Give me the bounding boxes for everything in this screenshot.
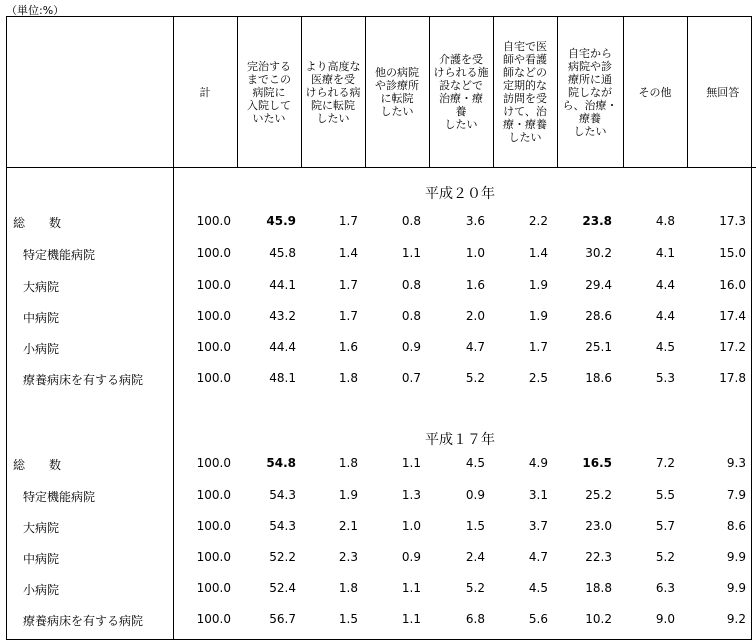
table-cell: 0.8 — [401, 278, 421, 292]
table-cell: 15.0 — [719, 246, 746, 260]
table-cell: 100.0 — [196, 340, 231, 354]
table-row — [7, 276, 752, 296]
section-title: 平成１７年 — [425, 432, 495, 448]
table-cell: 17.2 — [719, 340, 746, 354]
table-row — [7, 486, 752, 506]
table-cell: 29.4 — [585, 278, 612, 292]
table-cell: 10.2 — [585, 612, 612, 626]
table-row — [7, 307, 752, 327]
header-cell-stay-until-cured: 完治する までこの 病院に 入院して いたい — [237, 17, 301, 168]
table-cell: 1.3 — [401, 488, 421, 502]
table-cell: 1.7 — [338, 309, 358, 323]
table-cell: 4.9 — [528, 456, 548, 470]
row-label: 総 数 — [13, 216, 62, 230]
table-cell: 5.5 — [655, 488, 675, 502]
table-cell: 16.5 — [582, 456, 612, 470]
row-label: 中病院 — [23, 552, 60, 566]
table-cell: 9.9 — [726, 581, 746, 595]
table-cell: 2.4 — [465, 550, 485, 564]
table-cell: 4.5 — [528, 581, 548, 595]
row-label: 総 数 — [13, 458, 62, 472]
table-cell: 6.8 — [465, 612, 485, 626]
header-table — [7, 17, 756, 168]
table-cell: 4.8 — [655, 214, 675, 228]
table-cell: 5.7 — [655, 519, 675, 533]
table-cell: 1.1 — [401, 456, 421, 470]
table-cell: 43.2 — [269, 309, 296, 323]
table-cell: 100.0 — [196, 246, 231, 260]
table-cell: 45.8 — [269, 246, 296, 260]
table-cell: 25.1 — [585, 340, 612, 354]
table-cell: 1.5 — [465, 519, 485, 533]
table-cell: 1.9 — [528, 278, 548, 292]
table-cell: 17.8 — [719, 371, 746, 385]
table-cell: 1.7 — [528, 340, 548, 354]
label-column-divider — [173, 165, 174, 640]
table-row — [7, 244, 752, 264]
table-cell: 25.2 — [585, 488, 612, 502]
table-cell: 100.0 — [196, 488, 231, 502]
section-title: 平成２０年 — [425, 186, 495, 202]
table-cell: 3.6 — [465, 214, 485, 228]
table-cell: 44.1 — [269, 278, 296, 292]
table-cell: 5.2 — [465, 371, 485, 385]
table-cell: 45.9 — [266, 214, 296, 228]
table-cell: 2.2 — [528, 214, 548, 228]
table-cell: 56.7 — [269, 612, 296, 626]
table-cell: 3.7 — [528, 519, 548, 533]
row-label: 療養病床を有する病院 — [23, 614, 144, 628]
table-cell: 1.8 — [338, 371, 358, 385]
table-cell: 0.9 — [465, 488, 485, 502]
table-cell: 100.0 — [196, 612, 231, 626]
table-cell: 1.7 — [338, 278, 358, 292]
table-cell: 100.0 — [196, 456, 231, 470]
table-cell: 100.0 — [196, 371, 231, 385]
table-cell: 3.1 — [528, 488, 548, 502]
table-cell: 16.0 — [719, 278, 746, 292]
row-label: 特定機能病院 — [23, 248, 96, 262]
header-cell-blank — [7, 17, 173, 168]
table-cell: 100.0 — [196, 278, 231, 292]
table-cell: 17.4 — [719, 309, 746, 323]
table-cell: 6.3 — [655, 581, 675, 595]
table-cell: 100.0 — [196, 309, 231, 323]
table-cell: 2.1 — [338, 519, 358, 533]
table-cell: 4.4 — [655, 278, 675, 292]
header-cell-home-visit: 自宅で医 師や看護 師などの 定期的な 訪問を受 けて、治 療・療養 したい — [493, 17, 557, 168]
table-cell: 0.7 — [401, 371, 421, 385]
table-cell: 9.3 — [726, 456, 746, 470]
table-cell: 1.8 — [338, 581, 358, 595]
table-cell: 54.3 — [269, 519, 296, 533]
table-cell: 1.9 — [528, 309, 548, 323]
table-cell: 0.8 — [401, 214, 421, 228]
table-cell: 4.5 — [465, 456, 485, 470]
table-cell: 30.2 — [585, 246, 612, 260]
table-cell: 52.2 — [269, 550, 296, 564]
table-cell: 1.4 — [528, 246, 548, 260]
header-cell-other: その他 — [623, 17, 687, 168]
table-cell: 48.1 — [269, 371, 296, 385]
data-table — [6, 16, 752, 640]
table-cell: 18.8 — [585, 581, 612, 595]
unit-label: （単位:%） — [6, 4, 65, 17]
table-cell: 0.9 — [401, 340, 421, 354]
table-cell: 100.0 — [196, 519, 231, 533]
table-cell: 1.1 — [401, 581, 421, 595]
table-cell: 1.8 — [338, 456, 358, 470]
table-row — [7, 579, 752, 599]
table-cell: 2.3 — [338, 550, 358, 564]
table-cell: 18.6 — [585, 371, 612, 385]
table-cell: 9.0 — [655, 612, 675, 626]
table-cell: 2.0 — [465, 309, 485, 323]
table-cell: 9.9 — [726, 550, 746, 564]
row-label: 大病院 — [23, 280, 60, 294]
table-cell: 5.3 — [655, 371, 675, 385]
header-cell-outpatient: 自宅から 病院や診 療所に通 院しなが ら、治療・ 療養 したい — [557, 17, 623, 168]
table-cell: 5.6 — [528, 612, 548, 626]
row-label: 小病院 — [23, 583, 60, 597]
table-cell: 1.7 — [338, 214, 358, 228]
header-row — [7, 17, 756, 168]
row-label: 療養病床を有する病院 — [23, 373, 144, 387]
table-cell: 52.4 — [269, 581, 296, 595]
table-cell: 1.5 — [338, 612, 358, 626]
table-row — [7, 610, 752, 630]
table-cell: 22.3 — [585, 550, 612, 564]
table-cell: 4.1 — [655, 246, 675, 260]
table-cell: 1.6 — [465, 278, 485, 292]
table-cell: 7.2 — [655, 456, 675, 470]
table-row — [7, 548, 752, 568]
row-label: 特定機能病院 — [23, 490, 96, 504]
table-cell: 1.4 — [338, 246, 358, 260]
table-cell: 23.8 — [582, 214, 612, 228]
header-cell-care-facility: 介護を受 けられる施 設などで 治療・療 養 したい — [429, 17, 493, 168]
table-cell: 1.6 — [338, 340, 358, 354]
table-cell: 4.4 — [655, 309, 675, 323]
table-cell: 0.8 — [401, 309, 421, 323]
table-cell: 8.6 — [726, 519, 746, 533]
table-cell: 1.1 — [401, 612, 421, 626]
table-cell: 17.3 — [719, 214, 746, 228]
table-cell: 54.8 — [266, 456, 296, 470]
row-label: 小病院 — [23, 342, 60, 356]
table-row — [7, 517, 752, 537]
table-cell: 100.0 — [196, 581, 231, 595]
header-cell-total: 計 — [173, 17, 237, 168]
table-cell: 54.3 — [269, 488, 296, 502]
table-cell: 4.7 — [465, 340, 485, 354]
table-row — [7, 338, 752, 358]
header-cell-no-answer: 無回答 — [687, 17, 756, 168]
table-cell: 7.9 — [726, 488, 746, 502]
table-cell: 1.1 — [401, 246, 421, 260]
header-cell-other-hospital: 他の病院 や診療所 に転院 したい — [365, 17, 429, 168]
header-cell-advanced-hospital: より高度な 医療を受 けられる病 院に転院 したい — [301, 17, 365, 168]
row-label: 大病院 — [23, 521, 60, 535]
table-cell: 4.7 — [528, 550, 548, 564]
table-cell: 100.0 — [196, 550, 231, 564]
table-cell: 4.5 — [655, 340, 675, 354]
table-cell: 28.6 — [585, 309, 612, 323]
table-cell: 2.5 — [528, 371, 548, 385]
table-cell: 0.9 — [401, 550, 421, 564]
table-cell: 44.4 — [269, 340, 296, 354]
table-cell: 5.2 — [465, 581, 485, 595]
table-row — [7, 369, 752, 389]
row-label: 中病院 — [23, 311, 60, 325]
table-cell: 100.0 — [196, 214, 231, 228]
table-cell: 5.2 — [655, 550, 675, 564]
table-row — [7, 454, 752, 474]
table-cell: 1.0 — [401, 519, 421, 533]
table-cell: 1.0 — [465, 246, 485, 260]
table-row — [7, 212, 752, 232]
table-cell: 1.9 — [338, 488, 358, 502]
table-cell: 23.0 — [585, 519, 612, 533]
table-cell: 9.2 — [726, 612, 746, 626]
